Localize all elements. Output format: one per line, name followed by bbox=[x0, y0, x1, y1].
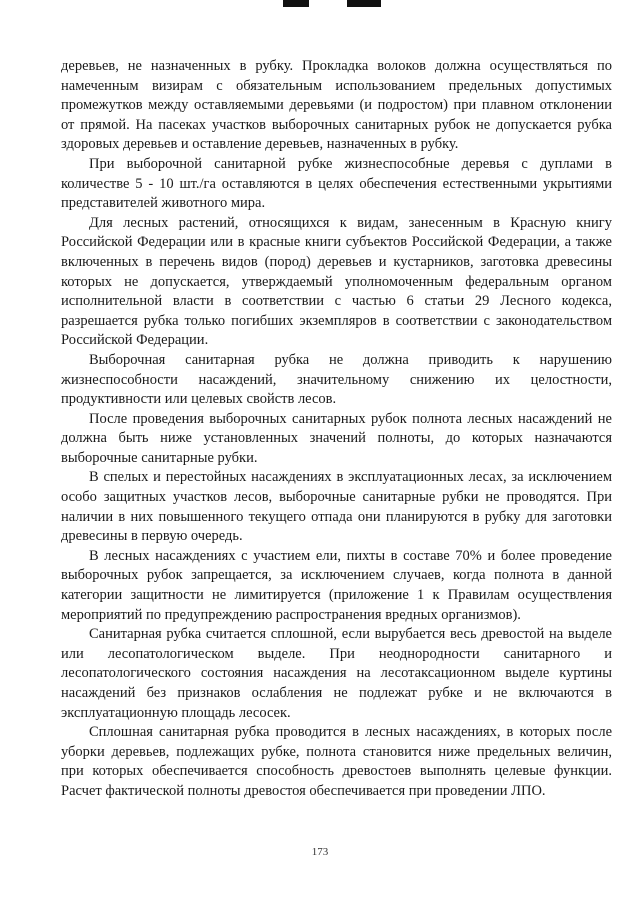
paragraph: В лесных насаждениях с участием ели, пихты в составе 70% и более проведение выборочных рубок запрещается, за исключением случаев, когда полнота в данной категории защитности не лимитируется (приложение 1 к Правилам осуществления мероприятий по предупреждению распространения вредных организмов). bbox=[61, 547, 612, 623]
paragraph: В спелых и перестойных насаждениях в эксплуатационных лесах, за исключением особо защитных участков лесов, выборочные санитарные рубки не проводятся. При наличии в них повышенного текущего отпада они планируются в рубку для заготовки древесины в первую очередь. bbox=[61, 469, 612, 545]
paragraph-continuation: деревьев, не назначенных в рубку. Прокладка волоков должна осуществляться по намеченным визирам с обязательным использованием предельных допустимых промежутков между оставляемыми деревьями (и подростом) при плавном отклонении от прямой. На пасеках участков выборочных санитарных рубок не допускается рубка здоровых деревьев и оставление деревьев, назначенных в рубку. bbox=[61, 58, 612, 153]
paragraph: После проведения выборочных санитарных рубок полнота лесных насаждений не должна быть ниже установленных значений полноты, до которых назначаются выборочные санитарные рубки. bbox=[61, 410, 612, 466]
scan-artifact bbox=[283, 0, 309, 7]
scan-artifact bbox=[347, 0, 381, 7]
page-number: 173 bbox=[311, 846, 329, 858]
paragraph: При выборочной санитарной рубке жизнеспособные деревья с дуплами в количестве 5 - 10 шт./га оставляются в целях обеспечения естественными укрытиями представителей животного мира. bbox=[61, 155, 612, 212]
paragraph: Санитарная рубка считается сплошной, если вырубается весь древостой на выделе или лесопатологическом выделе. При неоднородности санитарного и лесопатологического состояния насаждения на лесотаксационном выделе куртины насаждений без признаков ослабления не подлежат рубке и не включаются в эксплуатационную площадь лесосек. bbox=[61, 626, 612, 721]
page-body bbox=[61, 57, 612, 802]
paragraph: Выборочная санитарная рубка не должна приводить к нарушению жизнеспособности насаждений, значительному снижению их целостности, продуктивности или целевых свойств лесов. bbox=[61, 351, 612, 408]
paragraph: Сплошная санитарная рубка проводится в лесных насаждениях, в которых после уборки деревьев, подлежащих рубке, полнота становится ниже предельных величин, при которых обеспечивается способность древостоев выполнять целевые функции. Расчет фактической полноты древостоя обеспечивается при проведении ЛПО. bbox=[61, 724, 612, 799]
paragraph: Для лесных растений, относящихся к видам, занесенным в Красную книгу Российской Федерации или в красные книги субъектов Российской Федерации, а также включенных в перечень видов (пород) деревьев и кустарников, заготовка древесины которых не допускается, утверждаемый уполномоченным федеральным органом исполнительной власти в соответствии с частью 6 статьи 29 Лесного кодекса, разрешается рубка только погибших экземпляров в соответствии с законодательством Российской Федерации. bbox=[61, 214, 612, 349]
